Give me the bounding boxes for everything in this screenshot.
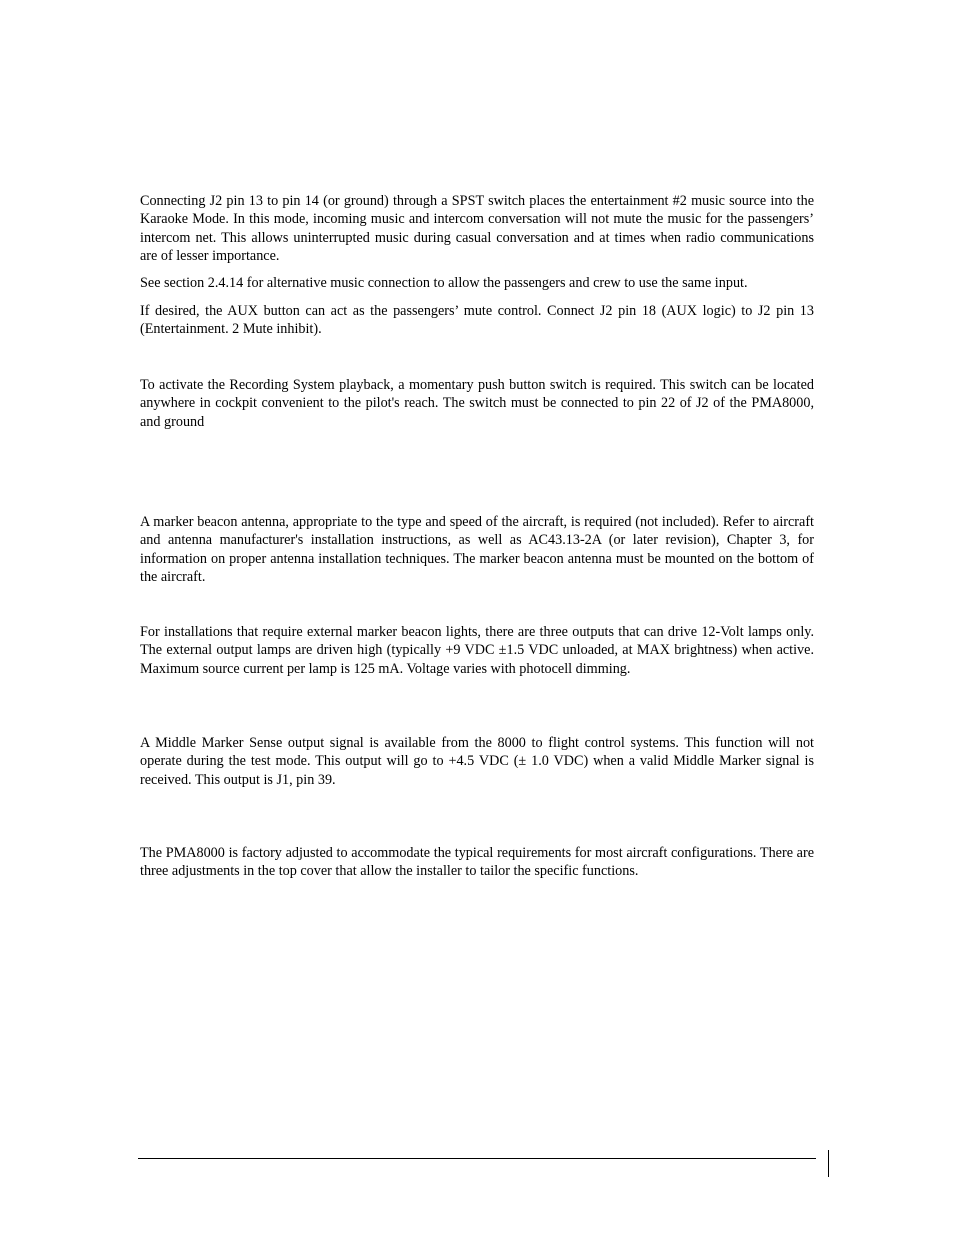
- paragraph-marker-antenna: A marker beacon antenna, appropriate to the type and speed of the aircraft, is required (not included). Refer to aircraft and antenna manufacturer's installation instructions, as well as AC43.13-2A (or later revision), Chapter 3, for information on proper antenna installation techniques. The marker beacon antenna must be mounted on the bottom of the aircraft.: [140, 514, 814, 586]
- paragraph-middle-marker-sense: A Middle Marker Sense output signal is available from the 8000 to flight control systems. This function will not operate during the test mode. This output will go to +4.5 VDC (± 1.0 VDC) when a valid Middle Marker signal is received. This output is J1, pin 39.: [140, 735, 814, 788]
- paragraph-alternative-music: See section 2.4.14 for alternative music connection to allow the passengers and crew to use the same input.: [140, 275, 748, 291]
- paragraph-karaoke-mode: Connecting J2 pin 13 to pin 14 (or ground) through a SPST switch places the entertainment #2 music source into the Karaoke Mode. In this mode, incoming music and intercom conversation will not mute the music for the passengers’ intercom net. This allows uninterrupted music during casual conversation and at times when radio communications are of lesser importance.: [140, 193, 814, 265]
- footer-rule: [138, 1158, 816, 1159]
- paragraph-factory-adjustments: The PMA8000 is factory adjusted to accommodate the typical requirements for most aircraft configurations. There are three adjustments in the top cover that allow the installer to tailor the specific functions.: [140, 845, 814, 880]
- paragraph-marker-lights: For installations that require external marker beacon lights, there are three outputs that can drive 12-Volt lamps only. The external output lamps are driven high (typically +9 VDC ±1.5 VDC unloaded, at MAX brightness) when active. Maximum source current per lamp is 125 mA. Voltage varies with photocell dimming.: [140, 624, 814, 677]
- paragraph-aux-mute: If desired, the AUX button can act as the passengers’ mute control. Connect J2 pin 18 (AUX logic) to J2 pin 13 (Entertainment. 2 Mute inhibit).: [140, 303, 814, 338]
- footer-vertical-bar: [828, 1150, 829, 1177]
- paragraph-recording-playback: To activate the Recording System playback, a momentary push button switch is required. This switch can be located anywhere in cockpit convenient to the pilot's reach. The switch must be connected to pin 22 of J2 of the PMA8000, and ground: [140, 377, 814, 430]
